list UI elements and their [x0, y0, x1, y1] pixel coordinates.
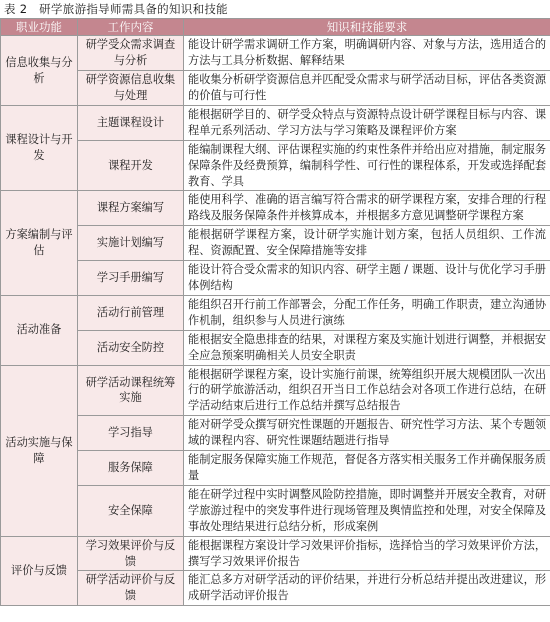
table-row	[1, 191, 550, 226]
requirement-cell: 能根据课程方案设计学习效果评价指标，选择恰当的学习效果评价方法，撰写学习效果评价报告	[184, 536, 550, 571]
function-cell: 信息收集与分析	[1, 36, 78, 106]
content-cell: 研学活动评价与反馈	[78, 571, 184, 606]
requirement-cell: 能收集分析研学资源信息并匹配受众需求与研学活动目标，评估各类资源的价值与可行性	[184, 71, 550, 106]
requirement-cell: 能根据研学目的、研学受众特点与资源特点设计研学课程目标与内容、课程单元系列活动、学习方法与学习策略及课程评价方案	[184, 105, 550, 140]
skills-table	[0, 18, 550, 606]
content-cell: 学习指导	[78, 416, 184, 451]
requirement-cell: 能设计研学需求调研工作方案，明确调研内容、对象与方法，选用适合的方法与工具分析数据、解释结果	[184, 36, 550, 71]
function-cell: 评价与反馈	[1, 536, 78, 606]
content-cell: 课程开发	[78, 140, 184, 191]
content-cell: 实施计划编写	[78, 226, 184, 261]
header-requirement: 知识和技能要求	[184, 19, 550, 36]
table-caption: 表 2 研学旅游指导师需具备的知识和技能	[4, 2, 228, 16]
header-content: 工作内容	[78, 19, 184, 36]
requirement-cell: 能组织召开行前工作部署会，分配工作任务，明确工作职责，建立沟通协作机制，组织参与人员进行演练	[184, 295, 550, 330]
header-function: 职业功能	[1, 19, 78, 36]
requirement-cell: 能根据安全隐患排查的结果，对课程方案及实施计划进行调整，并根据安全应急预案明确相关人员安全职责	[184, 330, 550, 365]
requirement-cell: 能对研学受众撰写研究性课题的开题报告、研究性学习方法、某个专题领域的课程内容、研究性课题结题进行指导	[184, 416, 550, 451]
table-row	[1, 365, 550, 416]
function-cell: 课程设计与开发	[1, 105, 78, 191]
content-cell: 学习手册编写	[78, 261, 184, 296]
header-row	[1, 19, 550, 36]
function-cell: 活动实施与保障	[1, 365, 78, 536]
table-row	[1, 330, 550, 365]
table-row	[1, 451, 550, 486]
content-cell: 活动安全防控	[78, 330, 184, 365]
content-cell: 活动行前管理	[78, 295, 184, 330]
content-cell: 安全保障	[78, 485, 184, 536]
table-row	[1, 571, 550, 606]
requirement-cell: 能在研学过程中实时调整风险防控措施，即时调整并开展安全教育，对研学旅游过程中的突发事件进行现场管理及舆情监控和处理，对安全保障及事故处理结果进行总结分析，形成案例	[184, 485, 550, 536]
table-row	[1, 105, 550, 140]
table-row	[1, 536, 550, 571]
requirement-cell: 能编制课程大纲、评估课程实施的约束性条件并给出应对措施，制定服务保障条件及经费预算，编制科学性、可行性的课程体系，开发或选择配套教育、学具	[184, 140, 550, 191]
table-row	[1, 71, 550, 106]
requirement-cell: 能根据研学课程方案，设计实施行前课，统筹组织开展大规模团队一次出行的研学旅游活动，组织召开当日工作总结会对各项工作进行总结，在研学活动结束后进行工作总结并撰写总结报告	[184, 365, 550, 416]
table-row	[1, 226, 550, 261]
requirement-cell: 能设计符合受众需求的知识内容、研学主题 / 课题、设计与优化学习手册体例结构	[184, 261, 550, 296]
content-cell: 学习效果评价与反馈	[78, 536, 184, 571]
content-cell: 服务保障	[78, 451, 184, 486]
content-cell: 研学受众需求调查与分析	[78, 36, 184, 71]
requirement-cell: 能根据研学课程方案，设计研学实施计划方案，包括人员组织、工作流程、资源配置、安全保障措施等安排	[184, 226, 550, 261]
content-cell: 课程方案编写	[78, 191, 184, 226]
table-row	[1, 261, 550, 296]
content-cell: 研学活动课程统筹实施	[78, 365, 184, 416]
requirement-cell: 能制定服务保障实施工作规范，督促各方落实相关服务工作并确保服务质量	[184, 451, 550, 486]
table-row	[1, 36, 550, 71]
function-cell: 方案编制与评估	[1, 191, 78, 295]
requirement-cell: 能使用科学、准确的语言编写符合需求的研学课程方案，安排合理的行程路线及服务保障条件并核算成本，并根据多方意见调整研学课程方案	[184, 191, 550, 226]
table-row	[1, 295, 550, 330]
table-row	[1, 485, 550, 536]
content-cell: 主题课程设计	[78, 105, 184, 140]
requirement-cell: 能汇总多方对研学活动的评价结果，并进行分析总结并提出改进建议，形成研学活动评价报告	[184, 571, 550, 606]
table-row	[1, 416, 550, 451]
function-cell: 活动准备	[1, 295, 78, 365]
table-row	[1, 140, 550, 191]
content-cell: 研学资源信息收集与处理	[78, 71, 184, 106]
